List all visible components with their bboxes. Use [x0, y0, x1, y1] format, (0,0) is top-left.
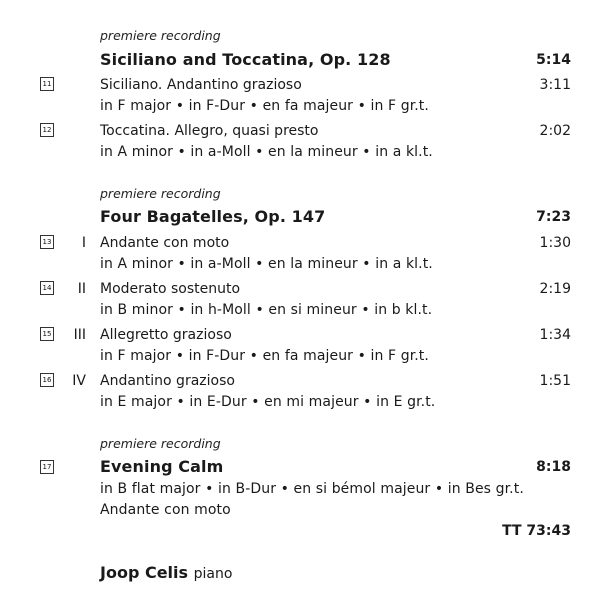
- premiere-note: premiere recording: [100, 28, 221, 43]
- track-number-box: 14: [40, 281, 54, 295]
- track-title: Allegretto grazioso: [100, 327, 232, 343]
- performer-name: Joop Celis: [100, 563, 189, 582]
- track-duration: 2:02: [539, 123, 571, 139]
- work-title: Evening Calm: [100, 457, 224, 476]
- track-key: in E major • in E-Dur • en mi majeur • in E gr.t.: [100, 394, 436, 410]
- performer-instrument: piano: [193, 566, 233, 582]
- track-number-box: 11: [40, 77, 54, 91]
- movement-numeral: III: [73, 327, 86, 343]
- track-number-box: 17: [40, 460, 54, 474]
- track-number-box: 13: [40, 235, 54, 249]
- work-duration: 8:18: [536, 459, 571, 475]
- track-key: in A minor • in a-Moll • en la mineur • in a kl.t.: [100, 256, 433, 272]
- track-title: Siciliano. Andantino grazioso: [100, 77, 302, 93]
- work-title: Siciliano and Toccatina, Op. 128: [100, 50, 391, 69]
- premiere-note: premiere recording: [100, 436, 221, 451]
- track-duration: 1:34: [539, 327, 571, 343]
- track-tempo: Andante con moto: [100, 502, 231, 518]
- track-key: in F major • in F-Dur • en fa majeur • in F gr.t.: [100, 348, 429, 364]
- performer-credit: [100, 563, 232, 582]
- movement-numeral: I: [81, 235, 86, 251]
- track-duration: 2:19: [539, 281, 571, 297]
- total-time: TT 73:43: [502, 523, 571, 539]
- track-key: in F major • in F-Dur • en fa majeur • in F gr.t.: [100, 98, 429, 114]
- track-duration: 3:11: [539, 77, 571, 93]
- track-title: Moderato sostenuto: [100, 281, 241, 297]
- track-duration: 1:30: [539, 235, 571, 251]
- work-title: Four Bagatelles, Op. 147: [100, 207, 326, 226]
- track-key: in B flat major • in B-Dur • en si bémol majeur • in Bes gr.t.: [100, 481, 524, 497]
- premiere-note: premiere recording: [100, 186, 221, 201]
- work-duration: 7:23: [536, 209, 571, 225]
- track-title: Andantino grazioso: [100, 373, 235, 389]
- work-duration: 5:14: [536, 52, 571, 68]
- movement-numeral: IV: [72, 373, 86, 389]
- track-key: in B minor • in h-Moll • en si mineur • in b kl.t.: [100, 302, 433, 318]
- movement-numeral: II: [77, 281, 86, 297]
- track-number-box: 12: [40, 123, 54, 137]
- track-title: Toccatina. Allegro, quasi presto: [100, 123, 319, 139]
- track-duration: 1:51: [539, 373, 571, 389]
- track-title: Andante con moto: [100, 235, 230, 251]
- track-number-box: 15: [40, 327, 54, 341]
- track-key: in A minor • in a-Moll • en la mineur • in a kl.t.: [100, 144, 433, 160]
- track-number-box: 16: [40, 373, 54, 387]
